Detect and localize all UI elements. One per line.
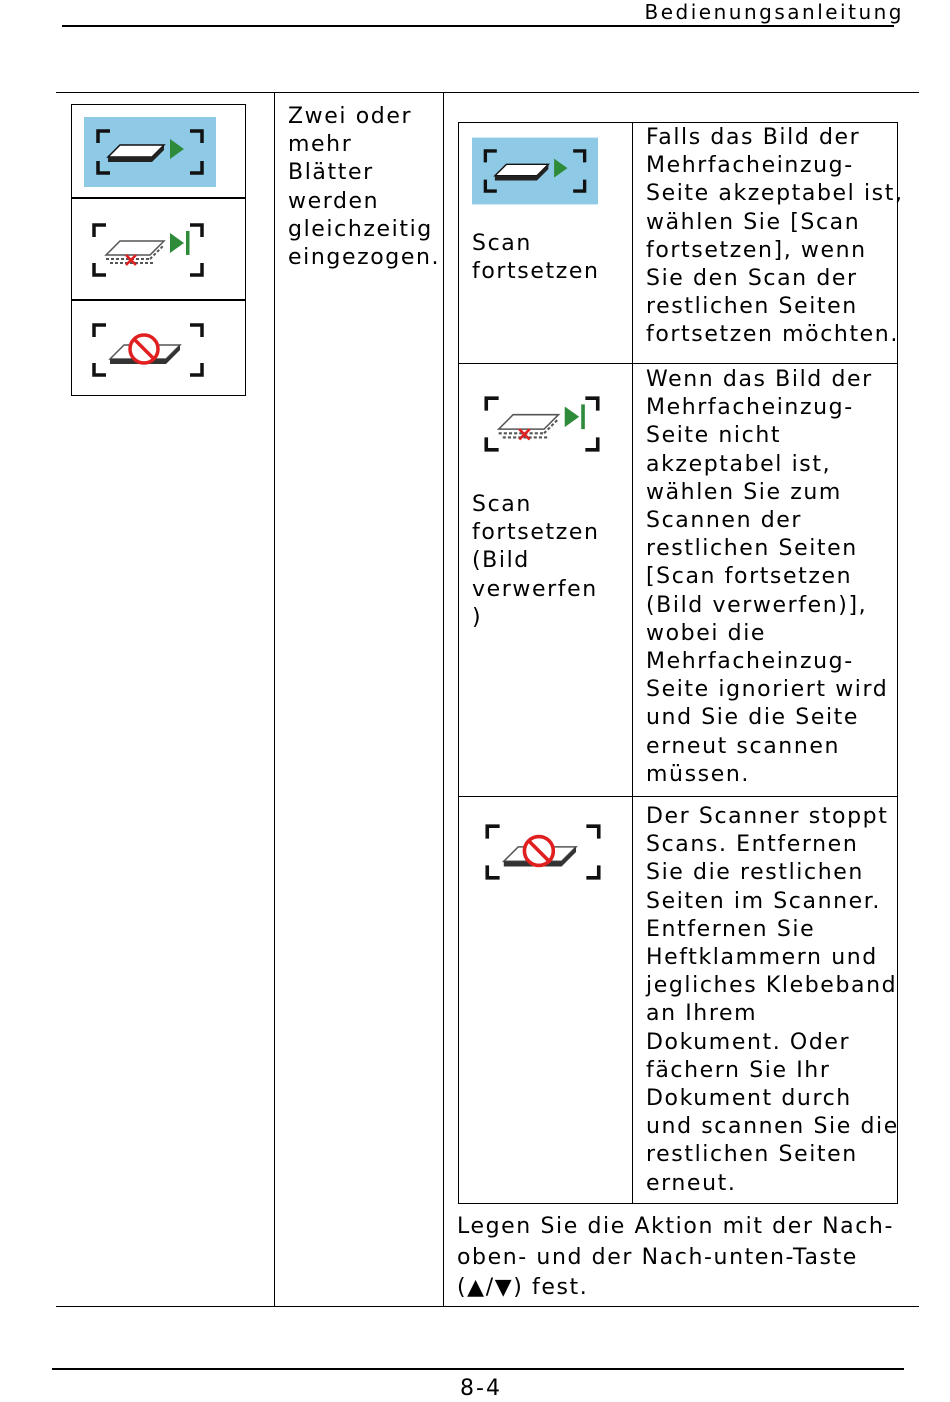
options-column-divider	[632, 122, 633, 1204]
option-description-continue-discard: Wenn das Bild der Mehrfacheinzug- Seite nicht akzeptabel ist, wählen Sie zum Scannen der restlichen Seiten [Scan fortsetzen (Bild verwerfen)], wobei die Mehrfacheinzug- Seite ignoriert wird und Sie die Seite erneut scannen müssen.	[646, 367, 889, 787]
icon-cell-stop	[71, 300, 246, 396]
option-label-continue: Scan fortsetzen	[472, 231, 600, 285]
scan-continue-icon	[472, 137, 598, 205]
option-description-continue: Falls das Bild der Mehrfacheinzug- Seite akzeptabel ist, wählen Sie [Scan fortsetzen], wenn Sie den Scan der restlichen Seiten fortsetzen möchten.	[646, 125, 904, 348]
options-row-divider-1	[458, 363, 898, 364]
icon-cell-continue	[71, 104, 246, 198]
option-description-stop: Der Scanner stoppt Scans. Entfernen Sie die restlichen Seiten im Scanner. Entfernen Sie Heftklammern und jegliches Klebeband an Ihrem Dokument. Oder fächern Sie Ihr Dokument durch und scannen Sie die restlichen Seiten erneut.	[646, 804, 899, 1196]
scan-continue-icon	[84, 117, 216, 187]
scan-stop-icon	[90, 319, 206, 381]
icon-cell-discard	[71, 198, 246, 300]
page-number: 8-4	[460, 1376, 502, 1401]
options-row-divider-2	[458, 796, 898, 797]
scan-continue-discard-icon	[90, 219, 206, 281]
table-bottom-rule	[56, 1306, 919, 1307]
footer-rule	[52, 1368, 904, 1370]
scan-stop-icon	[482, 820, 604, 884]
key-instruction-note: Legen Sie die Aktion mit der Nach- oben- und der Nach-unten-Taste (▲/▼) fest.	[457, 1214, 894, 1300]
document-title: Bedienungsanleitung	[644, 0, 904, 24]
condition-text: Zwei oder mehr Blätter werden gleichzeitig eingezogen.	[288, 104, 441, 271]
column-divider-1	[274, 92, 275, 1307]
table-top-rule	[56, 92, 919, 93]
option-label-continue-discard: Scan fortsetzen (Bild verwerfen )	[472, 492, 600, 630]
scan-continue-discard-icon	[480, 392, 604, 456]
header-rule	[62, 25, 894, 27]
status-icon-stack	[71, 104, 246, 396]
column-divider-2	[443, 92, 444, 1307]
